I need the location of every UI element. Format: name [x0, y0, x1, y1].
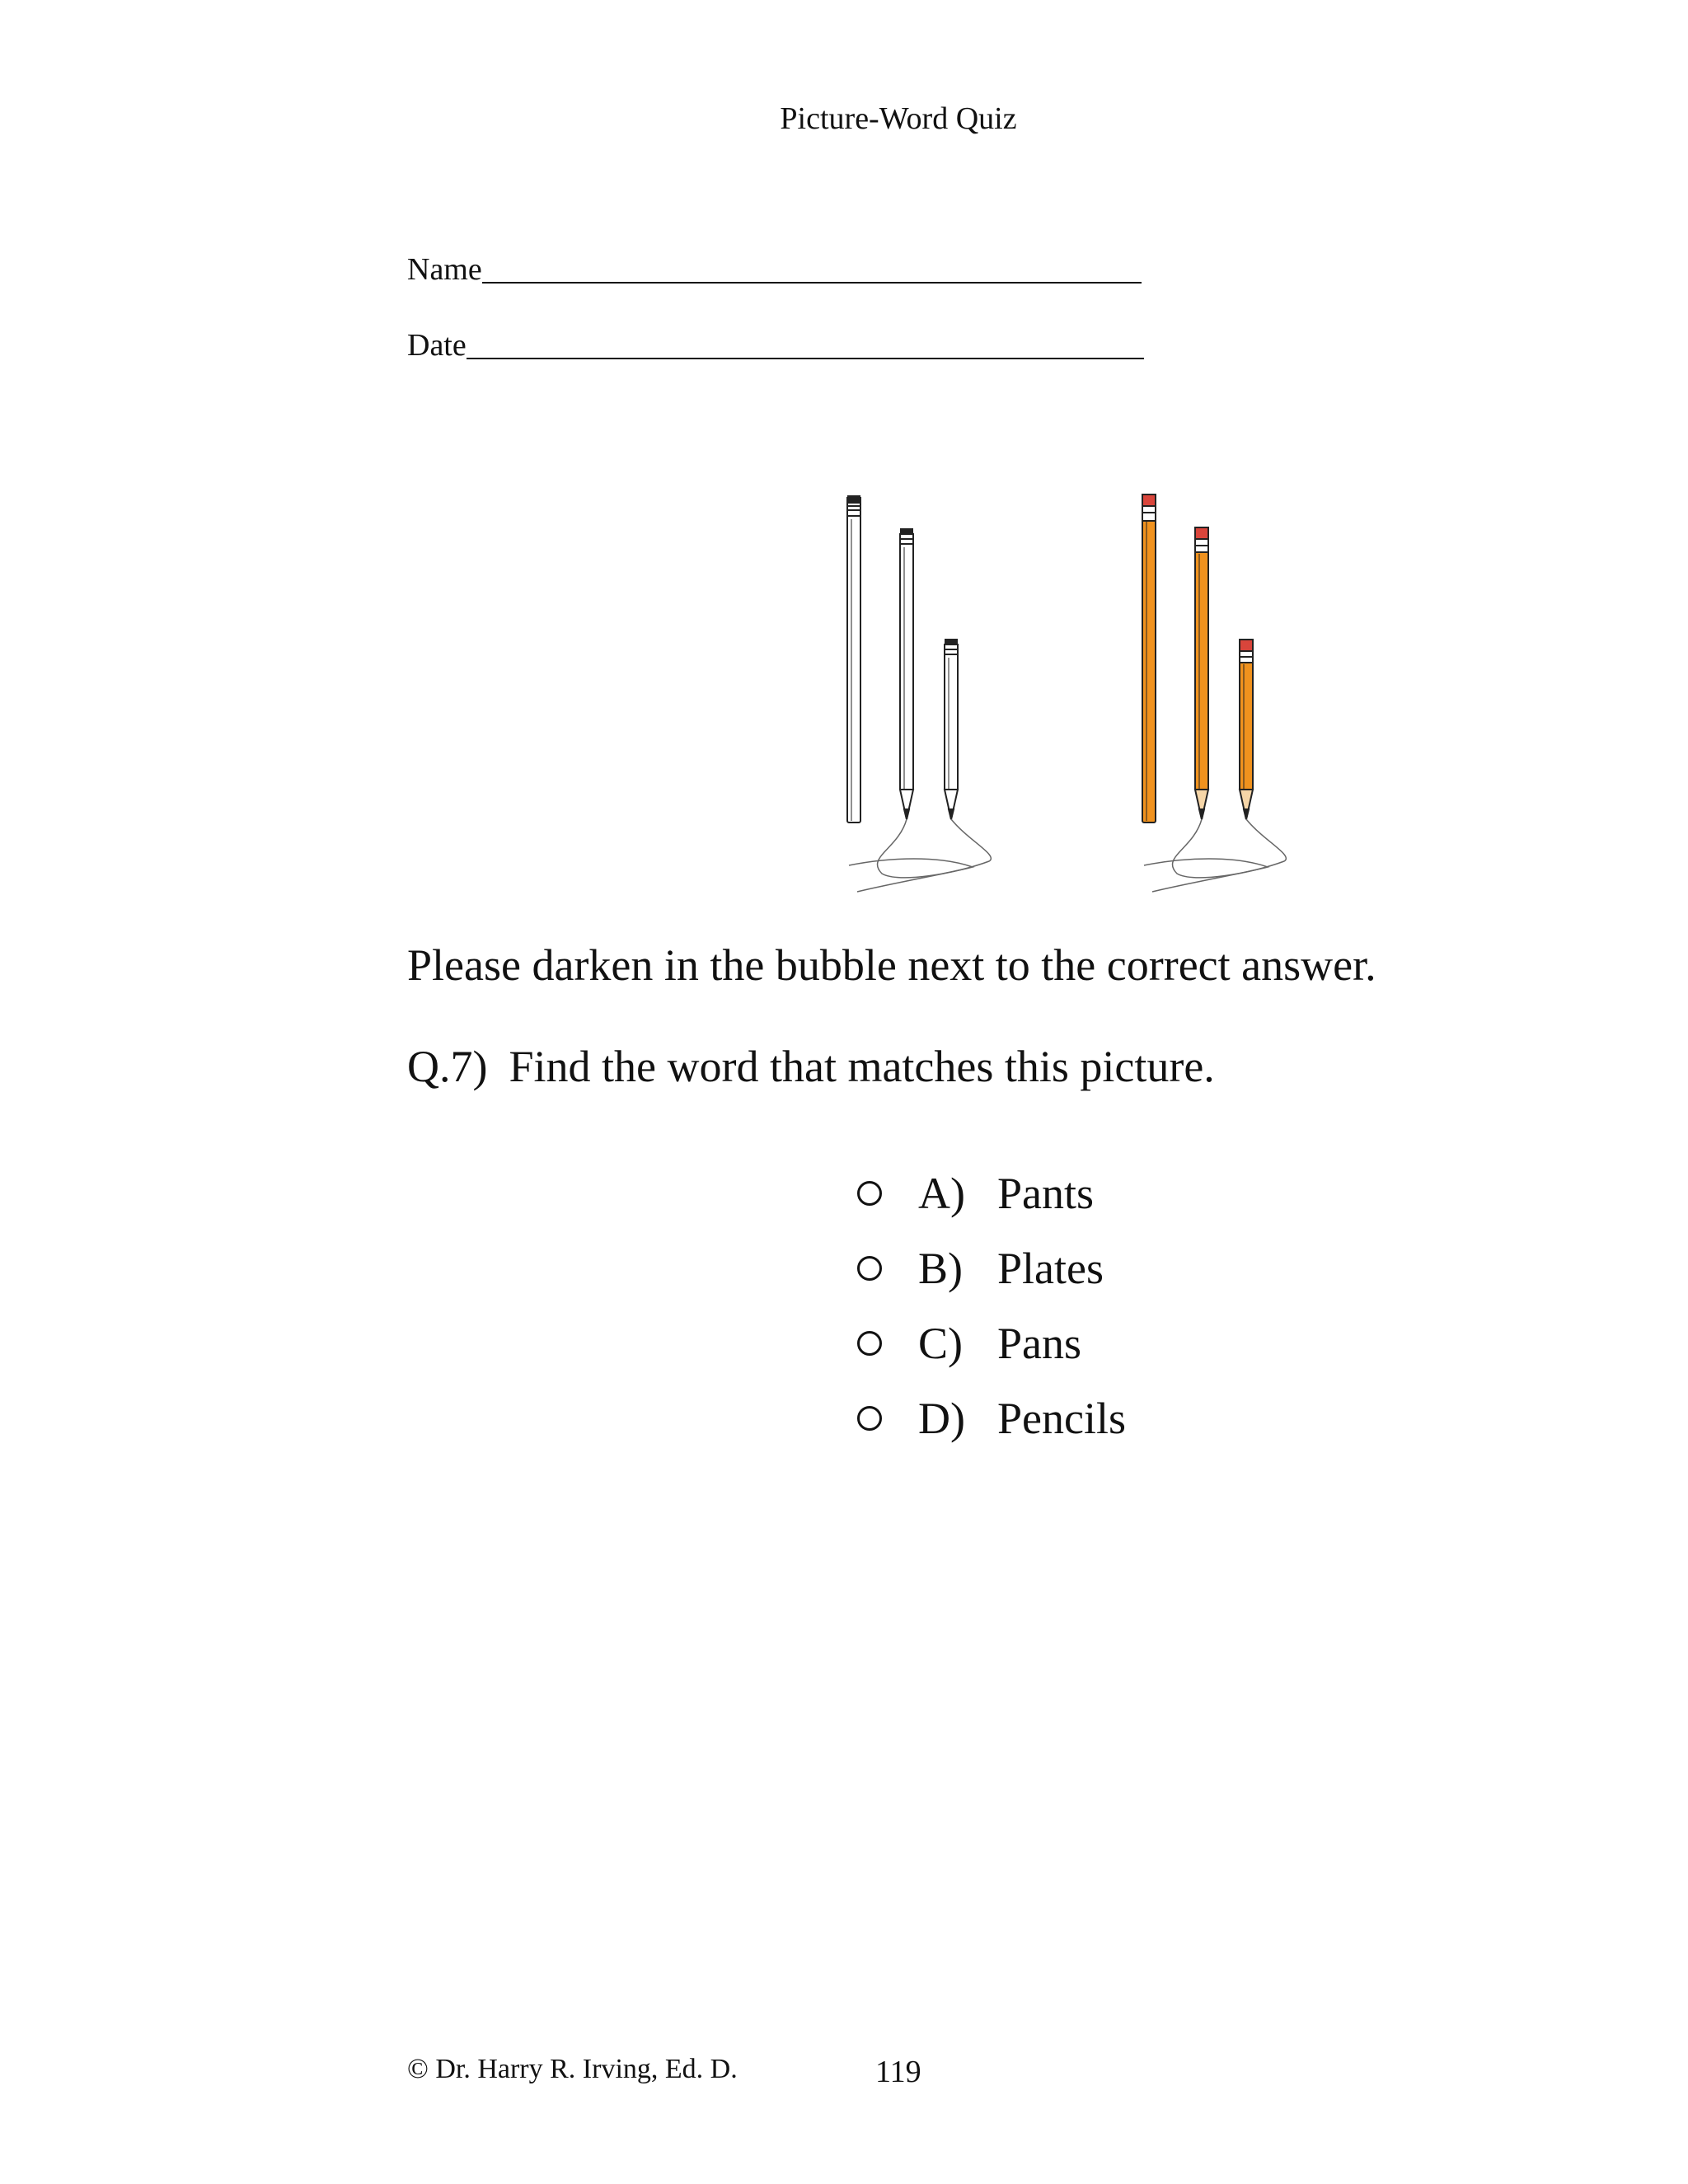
option-c[interactable] — [857, 1305, 1126, 1380]
answer-options — [857, 1155, 1126, 1455]
option-letter: B) — [918, 1243, 963, 1293]
option-text: Pants — [997, 1168, 1095, 1218]
option-text: Pans — [997, 1318, 1082, 1368]
date-field — [407, 330, 1144, 361]
name-field — [407, 254, 1142, 285]
name-blank-line[interactable] — [482, 282, 1142, 284]
bubble-b[interactable] — [857, 1256, 882, 1281]
page-title: Picture-Word Quiz — [780, 101, 1017, 136]
option-d[interactable] — [857, 1380, 1126, 1455]
option-letter: D) — [918, 1393, 965, 1443]
bubble-a[interactable] — [857, 1181, 882, 1206]
orange-pencils — [1142, 494, 1286, 892]
option-letter: A) — [918, 1168, 965, 1218]
option-text: Pencils — [997, 1393, 1126, 1443]
page-number: 119 — [875, 2055, 921, 2089]
name-label: Name — [407, 252, 482, 287]
bubble-c[interactable] — [857, 1331, 882, 1356]
date-label: Date — [407, 328, 467, 363]
option-letter: C) — [918, 1318, 963, 1368]
outline-pencils — [847, 496, 991, 892]
option-text: Plates — [997, 1243, 1104, 1293]
option-a[interactable] — [857, 1155, 1126, 1230]
question-text: Find the word that matches this picture. — [509, 1042, 1215, 1091]
pencils-illustration — [824, 486, 1302, 907]
question-number: Q.7) — [407, 1042, 488, 1091]
bubble-d[interactable] — [857, 1406, 882, 1431]
footer-copyright: © Dr. Harry R. Irving, Ed. D. — [407, 2054, 738, 2084]
date-blank-line[interactable] — [467, 358, 1144, 359]
instructions-text: Please darken in the bubble next to the correct answer. — [407, 940, 1376, 990]
option-b[interactable] — [857, 1230, 1126, 1305]
question-prompt — [407, 1041, 1215, 1092]
